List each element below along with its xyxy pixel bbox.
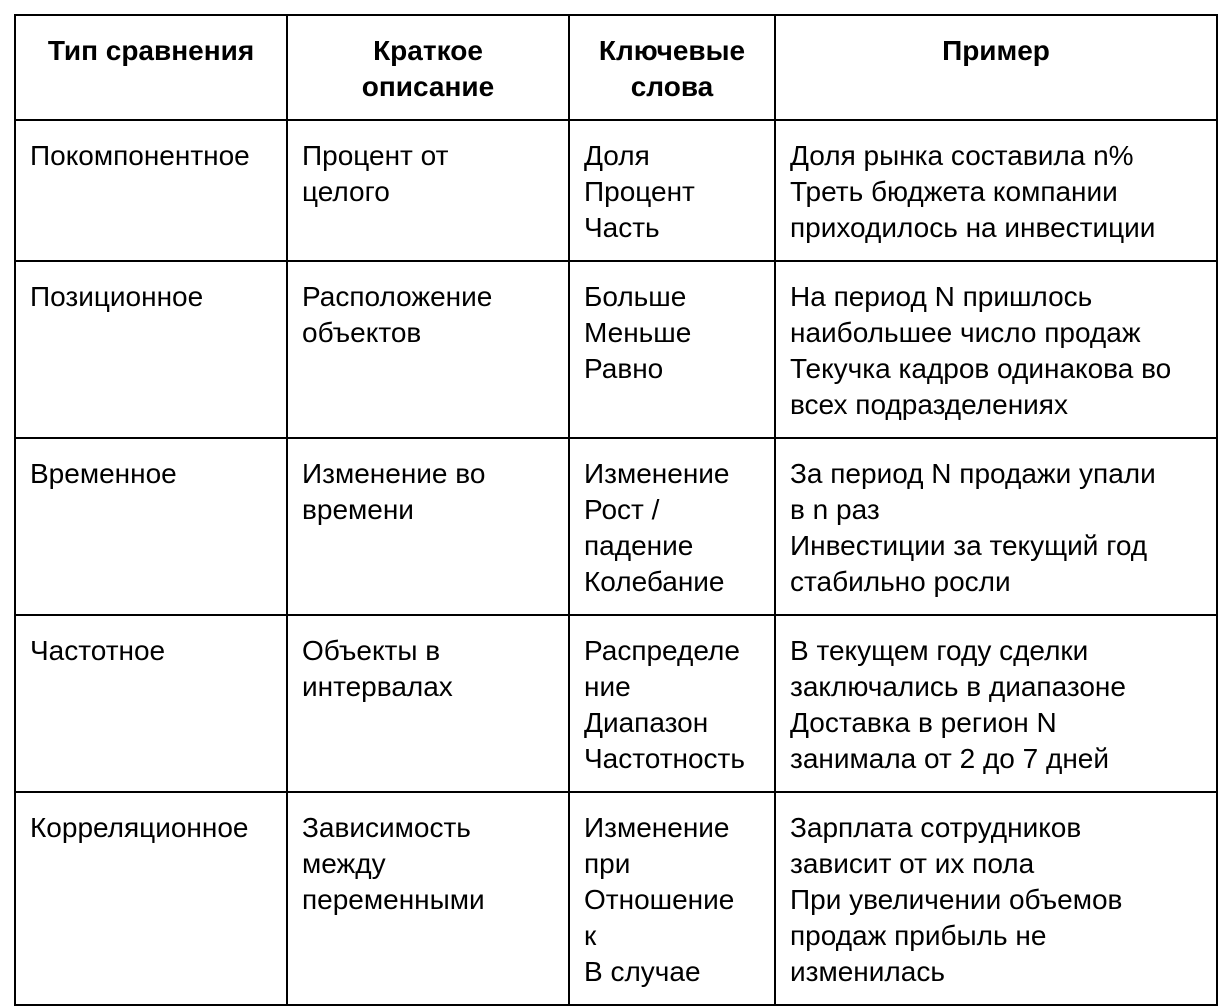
cell-example xyxy=(775,438,1217,615)
description-line: объектов xyxy=(302,317,422,348)
keyword-line: Меньше xyxy=(584,317,692,348)
cell-keywords xyxy=(569,120,775,261)
example-line: всех подразделениях xyxy=(790,389,1068,420)
keyword-line: Изменение xyxy=(584,812,730,843)
cell-description xyxy=(287,792,569,1005)
keyword-line: к xyxy=(584,920,597,951)
example-line: стабильно росли xyxy=(790,566,1011,597)
keyword-line: Изменение xyxy=(584,458,730,489)
header-type xyxy=(15,15,287,120)
example-line: изменилась xyxy=(790,956,945,987)
type-text: Корреляционное xyxy=(30,812,249,843)
cell-description xyxy=(287,261,569,438)
description-line: Зависимость xyxy=(302,812,471,843)
example-line: в n раз xyxy=(790,494,880,525)
example-line: На период N пришлось xyxy=(790,281,1093,312)
type-text: Частотное xyxy=(30,635,166,666)
keyword-line: ние xyxy=(584,671,631,702)
header-row xyxy=(15,15,1217,120)
example-line: Зарплата сотрудников xyxy=(790,812,1082,843)
keyword-line: Процент xyxy=(584,176,695,207)
header-example xyxy=(775,15,1217,120)
type-text: Покомпонентное xyxy=(30,140,250,171)
example-line: Доля рынка составила n% xyxy=(790,140,1134,171)
cell-example xyxy=(775,792,1217,1005)
example-line: продаж прибыль не xyxy=(790,920,1047,951)
keyword-line: Рост / xyxy=(584,494,660,525)
cell-type xyxy=(15,261,287,438)
example-line: Треть бюджета компании xyxy=(790,176,1118,207)
header-description-line: Краткое xyxy=(373,35,483,66)
header-description xyxy=(287,15,569,120)
header-type-line: Тип сравнения xyxy=(47,35,255,66)
table-row xyxy=(15,261,1217,438)
cell-type xyxy=(15,792,287,1005)
cell-description xyxy=(287,615,569,792)
cell-type xyxy=(15,438,287,615)
example-line: занимала от 2 до 7 дней xyxy=(790,743,1109,774)
description-line: Процент от xyxy=(302,140,449,171)
header-keywords-line: Ключевые xyxy=(598,35,746,66)
keyword-line: Доля xyxy=(584,140,650,171)
description-line: целого xyxy=(302,176,390,207)
example-line: приходилось на инвестиции xyxy=(790,212,1156,243)
keyword-line: Распределе xyxy=(584,635,740,666)
keyword-line: Частотность xyxy=(584,743,745,774)
table-row xyxy=(15,120,1217,261)
keyword-line: Равно xyxy=(584,353,664,384)
table-row xyxy=(15,615,1217,792)
example-line: зависит от их пола xyxy=(790,848,1035,879)
cell-description xyxy=(287,120,569,261)
description-line: между xyxy=(302,848,386,879)
table-row xyxy=(15,792,1217,1005)
description-line: интервалах xyxy=(302,671,453,702)
type-text: Временное xyxy=(30,458,177,489)
example-line: Текучка кадров одинакова во xyxy=(790,353,1172,384)
keyword-line: В случае xyxy=(584,956,701,987)
example-line: В текущем году сделки xyxy=(790,635,1089,666)
keyword-line: Диапазон xyxy=(584,707,709,738)
cell-example xyxy=(775,261,1217,438)
description-line: Расположение xyxy=(302,281,493,312)
table-row xyxy=(15,438,1217,615)
header-keywords xyxy=(569,15,775,120)
description-line: времени xyxy=(302,494,414,525)
comparison-table xyxy=(14,14,1218,1006)
example-line: За период N продажи упали xyxy=(790,458,1156,489)
description-line: Изменение во xyxy=(302,458,486,489)
type-text: Позиционное xyxy=(30,281,204,312)
example-line: заключались в диапазоне xyxy=(790,671,1126,702)
cell-keywords xyxy=(569,792,775,1005)
cell-keywords xyxy=(569,615,775,792)
cell-example xyxy=(775,615,1217,792)
header-example-line: Пример xyxy=(942,35,1050,66)
keyword-line: Часть xyxy=(584,212,660,243)
cell-keywords xyxy=(569,438,775,615)
cell-keywords xyxy=(569,261,775,438)
keyword-line: падение xyxy=(584,530,694,561)
keyword-line: Отношение xyxy=(584,884,735,915)
header-description-line: описание xyxy=(361,71,495,102)
example-line: наибольшее число продаж xyxy=(790,317,1141,348)
example-line: Доставка в регион N xyxy=(790,707,1057,738)
cell-type xyxy=(15,120,287,261)
cell-example xyxy=(775,120,1217,261)
keyword-line: Колебание xyxy=(584,566,725,597)
example-line: Инвестиции за текущий год xyxy=(790,530,1148,561)
keyword-line: при xyxy=(584,848,631,879)
description-line: переменными xyxy=(302,884,485,915)
cell-description xyxy=(287,438,569,615)
header-keywords-line: слова xyxy=(630,71,714,102)
example-line: При увеличении объемов xyxy=(790,884,1123,915)
description-line: Объекты в xyxy=(302,635,441,666)
cell-type xyxy=(15,615,287,792)
keyword-line: Больше xyxy=(584,281,687,312)
